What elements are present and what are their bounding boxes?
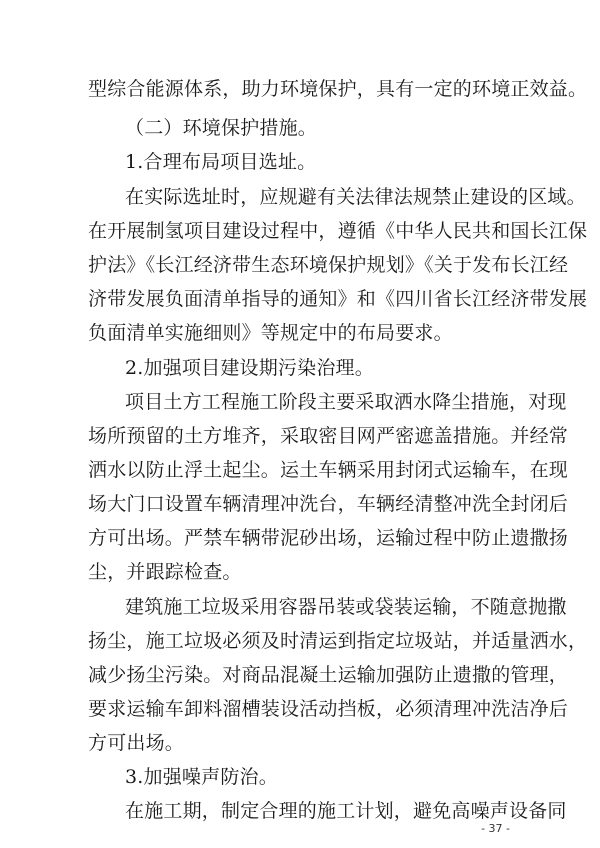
text-line: 在开展制氢项目建设过程中，遵循《中华人民共和国长江保 <box>88 220 588 242</box>
text-line: 项目土方工程施工阶段主要采取洒水降尘措施，对现 <box>125 391 567 413</box>
text-line: 型综合能源体系，助力环境保护，具有一定的环境正效益。 <box>88 78 588 100</box>
text-line: 洒水以防止浮土起尘。运土车辆采用封闭式运输车，在现 <box>88 459 569 481</box>
text-line: 场大门口设置车辆清理冲洗台，车辆经清整冲洗全封闭后 <box>88 493 569 515</box>
text-line: 在实际选址时，应规避有关法律法规禁止建设的区域。 <box>125 186 586 208</box>
text-line: 在施工期，制定合理的施工计划，避免高噪声设备同 <box>125 800 567 822</box>
text-line: 尘，并跟踪检查。 <box>88 561 242 583</box>
text-line: 扬尘，施工垃圾必须及时清运到指定垃圾站，并适量洒水， <box>88 630 588 652</box>
text-line: 方可出场。 <box>88 732 185 754</box>
text-line: 护法》《长江经济带生态环境保护规划》《关于发布长江经 <box>88 254 569 276</box>
text-line: 场所预留的土方堆齐，采取密目网严密遮盖措施。并经常 <box>88 425 569 447</box>
page-number: - 37 - <box>481 822 510 835</box>
text-line: 济带发展负面清单指导的通知》和《四川省长江经济带发展 <box>88 288 588 310</box>
section-heading: （二）环境保护措施。 <box>125 117 318 139</box>
text-line: 要求运输车卸料溜槽装设活动挡板，必须清理冲洗洁净后 <box>88 698 569 720</box>
text-line: 减少扬尘污染。对商品混凝土运输加强防止遗撒的管理， <box>88 664 569 686</box>
text-line: 方可出场。严禁车辆带泥砂出场，运输过程中防止遗撒扬 <box>88 527 569 549</box>
text-line: 负面清单实施细则》等规定中的布局要求。 <box>88 322 453 344</box>
subsection-heading: 2.加强项目建设期污染治理。 <box>125 357 374 379</box>
subsection-heading: 3.加强噪声防治。 <box>125 766 278 788</box>
text-line: 建筑施工垃圾采用容器吊装或袋装运输，不随意抛撒 <box>125 596 567 618</box>
subsection-heading: 1.合理布局项目选址。 <box>125 151 317 173</box>
